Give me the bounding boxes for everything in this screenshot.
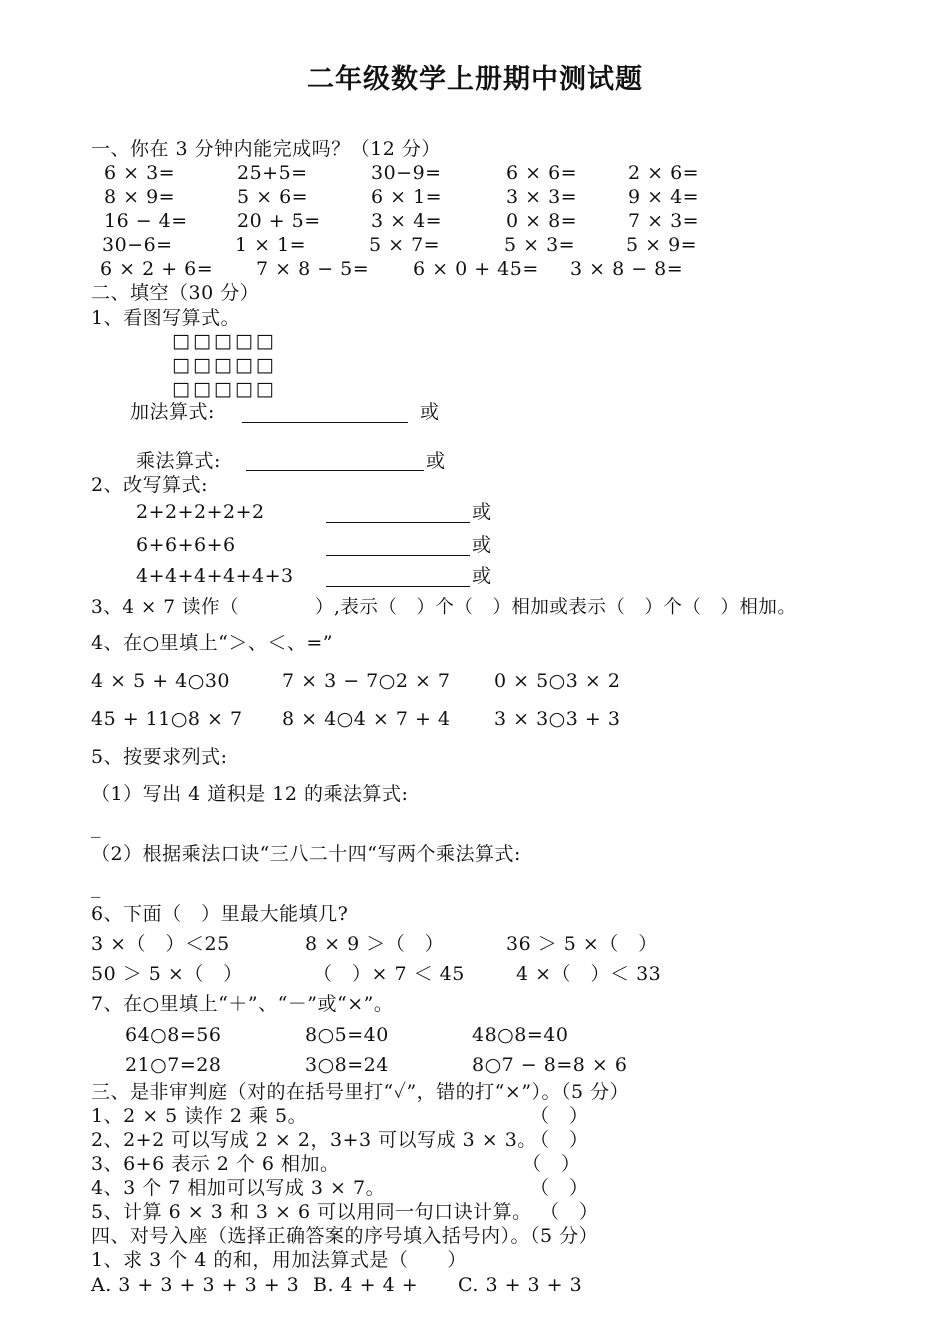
square-row: □□□□□ <box>172 378 277 400</box>
question-6-label: 6、下面（ ）里最大能填几? <box>91 903 349 925</box>
multiplication-answer-blank[interactable] <box>246 470 424 471</box>
calc-item: 5 × 6= <box>237 186 309 208</box>
or-text: 或 <box>472 565 492 587</box>
max-fill-item: 50 ＞ 5 ×（ ） <box>91 963 243 985</box>
operator-item: 64○8=56 <box>125 1024 222 1046</box>
rewrite-expression: 4+4+4+4+4+3 <box>136 565 294 587</box>
calc-item: 0 × 8= <box>506 210 578 232</box>
compare-item: 4 × 5 + 4○30 <box>91 670 231 692</box>
calc-item: 8 × 9= <box>104 186 176 208</box>
calc-item: 7 × 3= <box>628 210 700 232</box>
calc-item: 16 − 4= <box>104 210 188 232</box>
question-5-part-1: （1）写出 4 道积是 12 的乘法算式: <box>91 783 409 805</box>
choice-question-1: 1、求 3 个 4 的和，用加法算式是（ ） <box>91 1249 467 1271</box>
calc-item: 6 × 0 + 45= <box>413 258 539 280</box>
page-title: 二年级数学上册期中测试题 <box>307 64 643 95</box>
or-text: 或 <box>472 501 492 523</box>
max-fill-item: 36 ＞ 5 ×（ ） <box>506 933 658 955</box>
calc-item: 25+5= <box>237 162 308 184</box>
question-1-label: 1、看图写算式。 <box>91 307 241 329</box>
max-fill-item: （ ）× 7 ＜ 45 <box>313 963 465 985</box>
question-2-label: 2、改写算式: <box>91 474 208 496</box>
calc-item: 7 × 8 − 5= <box>256 258 370 280</box>
operator-item: 21○7=28 <box>125 1054 222 1076</box>
judge-answer-paren[interactable]: （ ） <box>530 1129 589 1151</box>
question-5-label: 5、按要求列式: <box>91 746 228 768</box>
or-text: 或 <box>472 534 492 556</box>
judge-item: 4、3 个 7 相加可以写成 3 × 7。 <box>91 1177 386 1199</box>
rewrite-answer-blank[interactable] <box>326 555 470 556</box>
calc-item: 2 × 6= <box>628 162 700 184</box>
calc-item: 6 × 6= <box>506 162 578 184</box>
judge-answer-paren[interactable]: （ ） <box>522 1153 581 1175</box>
calc-item: 6 × 1= <box>371 186 443 208</box>
section-4-heading: 四、对号入座（选择正确答案的序号填入括号内）。（5 分） <box>91 1225 599 1247</box>
calc-item: 5 × 7= <box>369 234 441 256</box>
judge-item: 2、2+2 可以写成 2 × 2，3+3 可以写成 3 × 3。 <box>91 1129 537 1151</box>
square-row: □□□□□ <box>172 330 277 352</box>
question-3: 3、4 × 7 读作（ ）,表示（ ）个（ ）相加或表示（ ）个（ ）相加。 <box>91 597 797 618</box>
operator-item: 3○8=24 <box>305 1054 389 1076</box>
square-row: □□□□□ <box>172 354 277 376</box>
calc-item: 20 + 5= <box>237 210 321 232</box>
judge-item: 1、2 × 5 读作 2 乘 5。 <box>91 1105 308 1127</box>
calc-item: 5 × 9= <box>626 234 698 256</box>
rewrite-expression: 2+2+2+2+2 <box>136 501 265 523</box>
addition-answer-blank[interactable] <box>242 422 408 423</box>
operator-item: 8○7 − 8=8 × 6 <box>472 1054 628 1076</box>
judge-answer-paren[interactable]: （ ） <box>530 1177 589 1199</box>
calc-item: 6 × 2 + 6= <box>100 258 214 280</box>
calc-item: 3 × 3= <box>506 186 578 208</box>
answer-dash[interactable]: _ <box>91 816 101 838</box>
rewrite-answer-blank[interactable] <box>326 522 470 523</box>
max-fill-item: 4 ×（ ）＜ 33 <box>516 963 662 985</box>
compare-item: 7 × 3 − 7○2 × 7 <box>282 670 451 692</box>
max-fill-item: 3 ×（ ）＜25 <box>91 933 230 955</box>
or-text: 或 <box>420 401 440 423</box>
multiplication-label: 乘法算式: <box>136 450 221 472</box>
calc-item: 3 × 8 − 8= <box>570 258 684 280</box>
choice-option-b: B. 4 + 4 + <box>313 1274 419 1296</box>
compare-item: 8 × 4○4 × 7 + 4 <box>282 708 451 730</box>
answer-dash[interactable]: _ <box>91 876 101 898</box>
judge-item: 3、6+6 表示 2 个 6 相加。 <box>91 1153 340 1175</box>
calc-item: 30−9= <box>371 162 442 184</box>
calc-item: 30−6= <box>102 234 173 256</box>
calc-item: 3 × 4= <box>371 210 443 232</box>
compare-item: 45 + 11○8 × 7 <box>91 708 243 730</box>
compare-item: 0 × 5○3 × 2 <box>494 670 621 692</box>
section-2-heading: 二、填空（30 分） <box>91 282 260 304</box>
calc-item: 6 × 3= <box>104 162 176 184</box>
question-4-label: 4、在○里填上“＞、＜、=” <box>91 632 334 654</box>
choice-option-c: C. 3 + 3 + 3 <box>458 1274 583 1296</box>
compare-item: 3 × 3○3 + 3 <box>494 708 621 730</box>
operator-item: 48○8=40 <box>472 1024 569 1046</box>
or-text: 或 <box>426 450 446 472</box>
calc-item: 1 × 1= <box>235 234 307 256</box>
question-5-part-2: （2）根据乘法口诀“三八二十四“写两个乘法算式: <box>91 843 521 865</box>
calc-item: 5 × 3= <box>504 234 576 256</box>
judge-answer-paren[interactable]: （ ） <box>530 1105 589 1127</box>
max-fill-item: 8 × 9 ＞（ ） <box>305 933 445 955</box>
section-1-heading: 一、你在 3 分钟内能完成吗？（12 分） <box>91 138 441 160</box>
rewrite-expression: 6+6+6+6 <box>136 534 236 556</box>
addition-label: 加法算式: <box>130 401 215 423</box>
choice-option-a: A. 3 + 3 + 3 + 3 + 3 <box>91 1274 300 1296</box>
judge-item: 5、计算 6 × 3 和 3 × 6 可以用同一句口诀计算。 <box>91 1201 532 1223</box>
question-7-label: 7、在○里填上“＋”、“－”或“×”。 <box>91 993 394 1015</box>
judge-answer-paren[interactable]: （ ） <box>540 1201 599 1223</box>
operator-item: 8○5=40 <box>305 1024 389 1046</box>
section-3-heading: 三、是非审判庭（对的在括号里打“✓”，错的打“×”）。（5 分） <box>91 1081 630 1103</box>
calc-item: 9 × 4= <box>628 186 700 208</box>
rewrite-answer-blank[interactable] <box>326 586 470 587</box>
